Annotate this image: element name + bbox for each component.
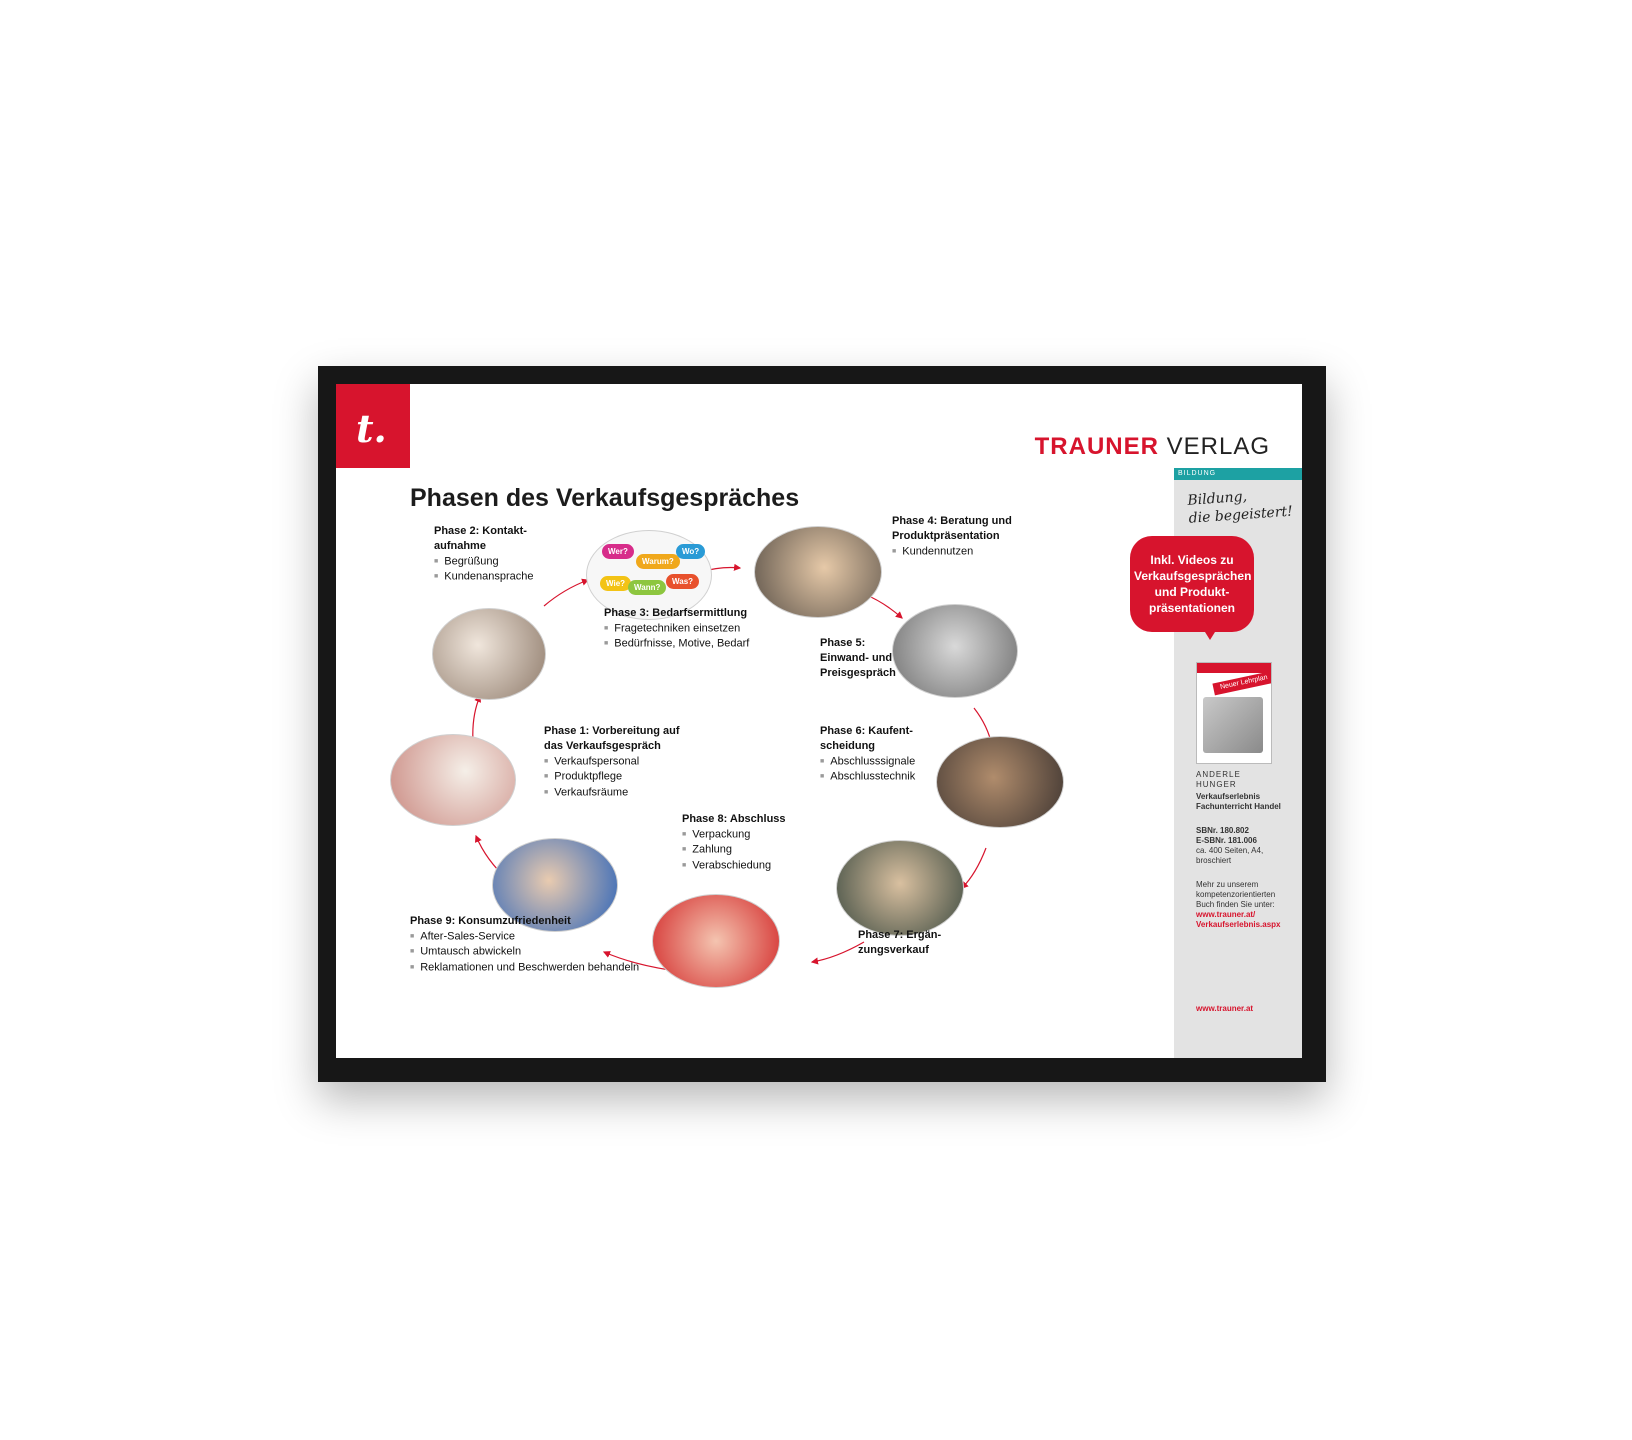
phase-heading: scheidung (820, 740, 876, 752)
callout-tail (1200, 624, 1220, 640)
phase-item: ■ Reklamationen und Beschwerden behandeln (410, 960, 639, 975)
phase-item: ■ Fragetechniken einsetzen (604, 621, 749, 636)
arrow-7-8 (812, 942, 864, 962)
phase-heading: Phase 6: Kaufent- (820, 725, 913, 737)
question-tag: Wo? (676, 544, 705, 559)
poster (336, 384, 1302, 1058)
book-link[interactable]: Verkaufserlebnis.aspx (1196, 920, 1281, 929)
phase-heading: Phase 7: Ergän- (858, 929, 942, 941)
phase-6-label (820, 724, 915, 785)
phase-item: ■ Verpackung (682, 827, 786, 842)
phase-heading: Phase 3: Bedarfsermittlung (604, 607, 748, 619)
phase-9-label (410, 914, 639, 975)
sbnr: SBNr. 180.802 (1196, 826, 1249, 835)
logo-letter: t. (356, 406, 387, 451)
question-tag: Warum? (636, 554, 680, 569)
phase-2-photo (432, 608, 546, 700)
slogan (1187, 484, 1299, 528)
phase-2-label (434, 524, 534, 585)
phase-item: ■ Kundennutzen (892, 544, 1012, 559)
book-binding: broschiert (1196, 856, 1232, 865)
book-title-line: Fachunterricht Handel (1196, 802, 1281, 811)
phase-item: ■ Kundenansprache (434, 569, 534, 584)
phase-5-label (820, 636, 896, 681)
page-title: Phasen des Verkaufsgespräches (410, 484, 800, 512)
book-sticker: Neuer Lehrplan (1212, 671, 1272, 696)
phase-heading: Phase 5: (820, 637, 866, 649)
phase-7-label (858, 928, 941, 958)
phase-heading: Phase 8: Abschluss (682, 813, 786, 825)
phase-8-photo (652, 894, 780, 988)
book-details (1196, 826, 1296, 866)
brand-secondary: VERLAG (1166, 433, 1270, 460)
book-pages: ca. 400 Seiten, A4, (1196, 846, 1264, 855)
arrow-6-7 (962, 848, 986, 888)
more-line: Mehr zu unserem (1196, 880, 1259, 889)
phase-8-label (682, 812, 786, 873)
callout-line: präsentationen (1148, 601, 1235, 615)
phase-heading: aufnahme (434, 540, 486, 552)
book-title (1196, 792, 1296, 812)
phase-item: ■ Begrüßung (434, 554, 534, 569)
callout-line: und Produkt- (1154, 585, 1230, 599)
author: HUNGER (1196, 780, 1237, 789)
arrow-2-3 (544, 580, 588, 606)
website-link[interactable]: www.trauner.at (1196, 1004, 1254, 1013)
phase-heading: zungsverkauf (858, 944, 929, 956)
phase-item: ■ Abschlusssignale (820, 754, 915, 769)
question-tag: Wie? (600, 576, 631, 591)
phase-heading: Phase 4: Beratung und (892, 515, 1012, 527)
esbnr: E-SBNr. 181.006 (1196, 836, 1257, 845)
phase-item: ■ Verabschiedung (682, 858, 786, 873)
phase-heading: Preisgespräch (820, 667, 896, 679)
brand-primary: TRAUNER (1034, 433, 1159, 460)
slogan-line: die begeistert! (1188, 503, 1294, 527)
phase-item: ■ Umtausch abwickeln (410, 944, 639, 959)
phase-1-photo (390, 734, 516, 826)
phase-heading: Phase 1: Vorbereitung auf (544, 725, 680, 737)
phase-item: ■ Bedürfnisse, Motive, Bedarf (604, 636, 749, 651)
brand-tag-bar: BILDUNG (1174, 468, 1302, 480)
phase-item: ■ Verkaufspersonal (544, 754, 680, 769)
phase-4-photo (754, 526, 882, 618)
phase-item: ■ Zahlung (682, 842, 786, 857)
phase-5-photo (892, 604, 1018, 698)
phase-item: ■ Verkaufsräume (544, 785, 680, 800)
phase-6-photo (936, 736, 1064, 828)
phase-item: ■ Abschlusstechnik (820, 769, 915, 784)
phase-heading: Produktpräsentation (892, 530, 1000, 542)
question-tag: Wer? (602, 544, 634, 559)
book-cover-image (1203, 697, 1263, 753)
phase-item: ■ Produktpflege (544, 769, 680, 784)
more-line: kompetenzorientierten (1196, 890, 1276, 899)
book-title-line: Verkaufserlebnis (1196, 792, 1261, 801)
phase-item: ■ After-Sales-Service (410, 929, 639, 944)
callout-line: Inkl. Videos zu (1150, 553, 1234, 567)
phase-heading: Phase 9: Konsumzufriedenheit (410, 915, 571, 927)
phase-3-label (604, 606, 749, 652)
phase-heading: Phase 2: Kontakt- (434, 525, 527, 537)
slogan-line: Bildung, (1186, 488, 1248, 509)
more-info (1196, 880, 1296, 930)
phase-7-photo (836, 840, 964, 936)
phase-heading: Einwand- und (820, 652, 893, 664)
book-cover (1196, 662, 1272, 764)
callout-line: Verkaufsgesprächen (1134, 569, 1252, 583)
phase-4-label (892, 514, 1012, 559)
book-authors (1196, 770, 1296, 790)
question-tag: Wann? (628, 580, 666, 595)
book-link[interactable]: www.trauner.at/ (1196, 910, 1256, 919)
book-cover-bar (1197, 663, 1271, 673)
phase-heading: das Verkaufsgespräch (544, 740, 661, 752)
more-line: Buch finden Sie unter: (1196, 900, 1275, 909)
question-tag: Was? (666, 574, 699, 589)
phase-1-label (544, 724, 680, 800)
author: ANDERLE (1196, 770, 1241, 779)
